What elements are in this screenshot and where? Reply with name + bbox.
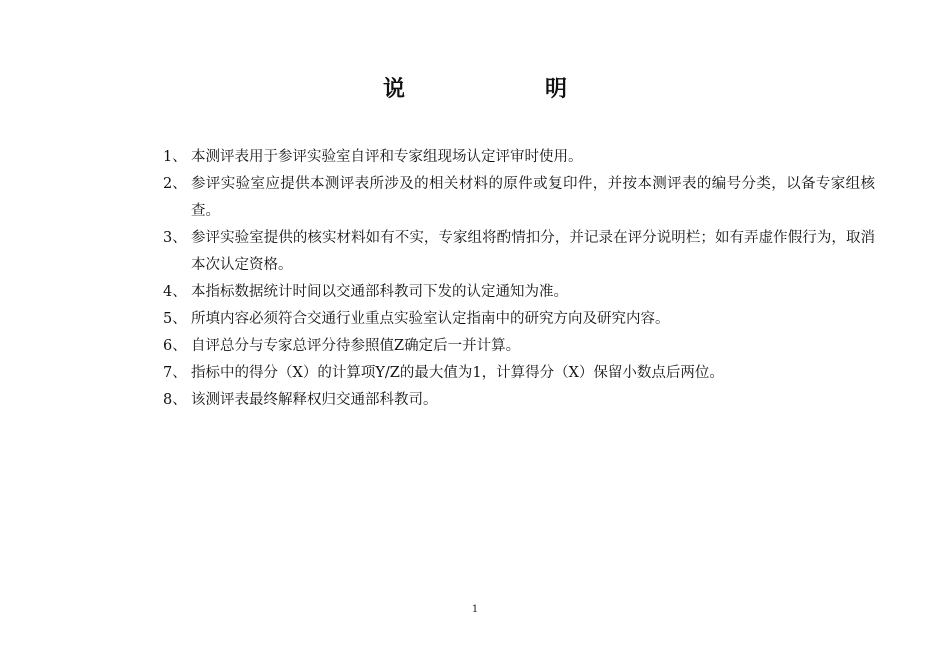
item-text: 参评实验室提供的核实材料如有不实，专家组将酌情扣分，并记录在评分说明栏；如有弄虚作假行为，取消本次认定资格。 <box>191 230 875 273</box>
item-number: 4、 <box>163 284 187 300</box>
instruction-item-2 <box>163 171 875 225</box>
item-number: 1、 <box>163 149 187 165</box>
item-number: 5、 <box>163 311 187 327</box>
instruction-item-4 <box>163 279 875 306</box>
instruction-item-7 <box>163 360 875 387</box>
page-number: 1 <box>471 604 479 615</box>
item-text: 本指标数据统计时间以交通部科教司下发的认定通知为准。 <box>191 284 568 300</box>
instruction-item-1 <box>163 144 875 171</box>
item-text: 指标中的得分（X）的计算项Y/Z的最大值为1，计算得分（X）保留小数点后两位。 <box>191 365 724 381</box>
title-char-1: 说 <box>382 76 405 102</box>
instruction-item-8 <box>163 387 875 414</box>
item-text: 该测评表最终解释权归交通部科教司。 <box>191 392 438 408</box>
item-number: 8、 <box>163 392 187 408</box>
item-number: 3、 <box>163 230 187 246</box>
item-text: 参评实验室应提供本测评表所涉及的相关材料的原件或复印件，并按本测评表的编号分类，以备专家组核查。 <box>191 176 875 219</box>
instruction-item-5 <box>163 306 875 333</box>
item-text: 自评总分与专家总评分待参照值Z确定后一并计算。 <box>191 338 521 354</box>
instruction-item-3 <box>163 225 875 279</box>
item-number: 7、 <box>163 365 187 381</box>
item-text: 本测评表用于参评实验室自评和专家组现场认定评审时使用。 <box>191 149 583 165</box>
instruction-item-6 <box>163 333 875 360</box>
instructions-list <box>163 144 875 414</box>
title-char-2: 明 <box>545 76 568 102</box>
item-text: 所填内容必须符合交通行业重点实验室认定指南中的研究方向及研究内容。 <box>191 311 670 327</box>
item-number: 2、 <box>163 176 187 192</box>
page-title <box>0 72 950 103</box>
item-number: 6、 <box>163 338 187 354</box>
